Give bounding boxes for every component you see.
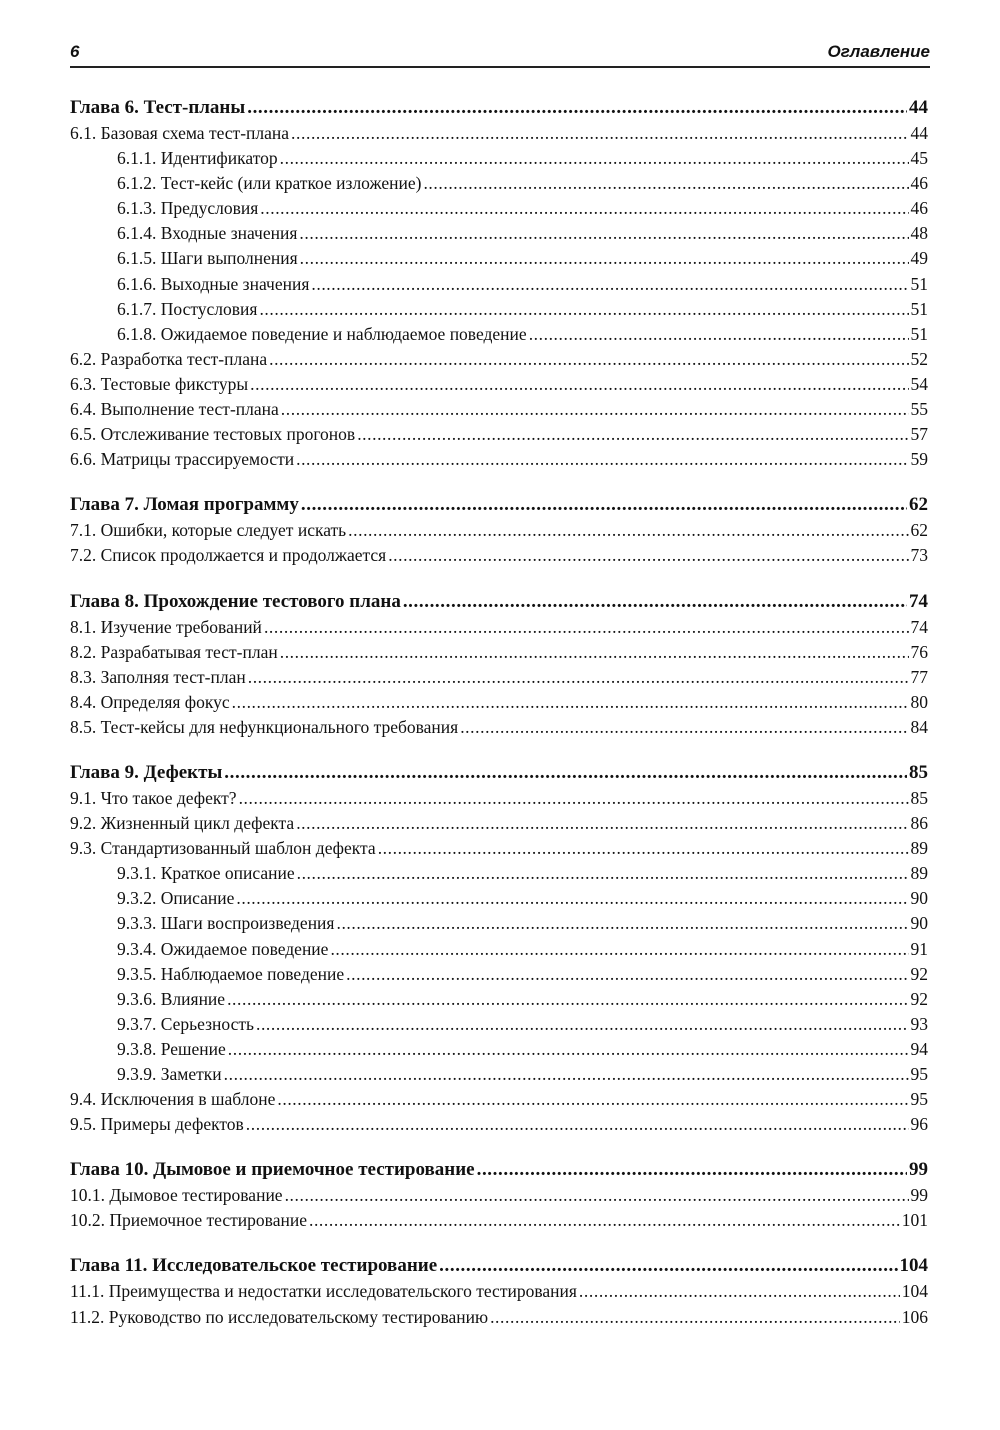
dot-leader — [264, 615, 909, 640]
dot-leader — [297, 861, 909, 886]
dot-leader — [224, 1062, 909, 1087]
toc-entry — [70, 272, 928, 297]
toc-entry-title: 6.5. Отслеживание тестовых прогонов — [70, 424, 356, 445]
toc-entry-title: 9.3.8. Решение — [117, 1038, 226, 1059]
toc-entry-page: 89 — [910, 838, 928, 859]
dot-leader — [330, 937, 908, 962]
toc-entry — [70, 836, 928, 861]
toc-entry-page: 84 — [910, 716, 928, 737]
toc-entry-page: 49 — [910, 248, 928, 269]
toc-entry-page: 54 — [910, 373, 928, 394]
toc-entry-page: 48 — [910, 223, 928, 244]
toc-entry-title: Глава 8. Прохождение тестового плана — [70, 590, 401, 612]
dot-leader — [309, 1208, 900, 1233]
toc-entry-title: 9.3.6. Влияние — [117, 988, 226, 1009]
dot-leader — [227, 987, 908, 1012]
toc-entry-title: 10.2. Приемочное тестирование — [70, 1210, 307, 1231]
toc-entry-title: 6.2. Разработка тест-плана — [70, 348, 268, 369]
toc-entry-title: 6.1.3. Предусловия — [117, 198, 259, 219]
toc-entry-page: 76 — [910, 641, 928, 662]
toc-entry-page: 96 — [910, 1114, 928, 1135]
toc-entry-page: 46 — [910, 198, 928, 219]
toc-entry-page: 52 — [910, 348, 928, 369]
toc-entry-title: 9.3.4. Ожидаемое поведение — [117, 938, 329, 959]
toc-entry-title: 6.1.5. Шаги выполнения — [117, 248, 298, 269]
toc-entry — [70, 447, 928, 472]
toc-entry — [70, 1183, 928, 1208]
dot-leader — [346, 962, 908, 987]
toc-entry — [70, 422, 928, 447]
dot-leader — [239, 786, 909, 811]
toc-entry-title: Глава 10. Дымовое и приемочное тестирование — [70, 1159, 475, 1181]
toc-entry-title: 8.1. Изучение требований — [70, 616, 262, 637]
toc-entry-title: 8.4. Определяя фокус — [70, 691, 230, 712]
dot-leader — [336, 911, 908, 936]
toc-chapter-entry — [70, 759, 928, 786]
toc-entry-title: Глава 9. Дефекты — [70, 761, 223, 783]
dot-leader — [269, 347, 908, 372]
toc-entry — [70, 811, 928, 836]
toc-entry-title: 6.1. Базовая схема тест-плана — [70, 123, 290, 143]
toc-entry-page: 62 — [909, 494, 928, 516]
dot-leader — [236, 886, 908, 911]
dot-leader — [357, 422, 908, 447]
running-title: Оглавление — [827, 42, 930, 61]
toc-entry-title: 8.3. Заполняя тест-план — [70, 666, 246, 687]
dot-leader — [299, 221, 908, 246]
toc-entry-page: 45 — [910, 148, 928, 169]
toc-entry — [70, 171, 928, 196]
toc-entry-title: 9.3. Стандартизованный шаблон дефекта — [70, 838, 376, 859]
dot-leader — [281, 397, 909, 422]
toc-entry — [70, 886, 928, 911]
dot-leader — [378, 836, 909, 861]
toc-entry-title: 9.2. Жизненный цикл дефекта — [70, 813, 295, 834]
toc-entry — [70, 196, 928, 221]
toc-entry-page: 73 — [910, 545, 928, 566]
dot-leader — [490, 1305, 900, 1330]
toc-entry-page: 99 — [909, 1159, 928, 1181]
dot-leader — [259, 297, 908, 322]
dot-leader — [477, 1156, 907, 1183]
toc-entry-page: 91 — [910, 938, 928, 959]
toc-entry — [70, 665, 928, 690]
toc-entry — [70, 1305, 928, 1330]
dot-leader — [296, 447, 908, 472]
toc-entry-title: 9.3.9. Заметки — [117, 1064, 222, 1084]
toc-entry — [70, 372, 928, 397]
toc-entry-title: 9.3.3. Шаги воспроизведения — [117, 913, 335, 934]
toc-entry-page: 44 — [909, 97, 928, 118]
toc-entry-page: 51 — [910, 273, 928, 294]
toc-entry-page: 99 — [910, 1185, 928, 1206]
toc-entry — [70, 615, 928, 640]
toc-entry — [70, 543, 928, 568]
toc-entry-title: Глава 7. Ломая программу — [70, 494, 299, 516]
toc-entry-page: 51 — [910, 323, 928, 344]
toc-entry-title: 6.1.7. Постусловия — [117, 298, 258, 319]
toc-entry — [70, 1037, 928, 1062]
toc-entry-page: 90 — [910, 888, 928, 909]
dot-leader — [250, 372, 908, 397]
dot-leader — [260, 196, 908, 221]
dot-leader — [280, 640, 909, 665]
running-header — [70, 42, 930, 66]
toc-entry-title: 11.2. Руководство по исследовательскому тестированию — [70, 1306, 489, 1327]
toc-entry-page: 95 — [910, 1064, 928, 1084]
toc-entry — [70, 121, 928, 146]
dot-leader — [300, 246, 909, 271]
toc-entry — [70, 861, 928, 886]
toc-entry — [70, 937, 928, 962]
toc-entry-page: 46 — [910, 173, 928, 194]
toc-entry-page: 80 — [910, 691, 928, 712]
toc-entry-page: 51 — [910, 298, 928, 319]
toc-entry-title: 6.3. Тестовые фикстуры — [70, 373, 249, 394]
toc-entry-title: 9.4. Исключения в шаблоне — [70, 1089, 276, 1110]
toc-entry-page: 85 — [909, 761, 928, 783]
dot-leader — [439, 1252, 897, 1279]
toc-entry-title: 7.2. Список продолжается и продолжается — [70, 545, 387, 566]
toc-entry-page: 92 — [910, 988, 928, 1009]
toc-entry-page: 74 — [909, 590, 928, 612]
toc-entry-page: 104 — [899, 1255, 928, 1277]
toc-entry-page: 89 — [910, 863, 928, 884]
toc-entry — [70, 1087, 928, 1112]
toc-entry — [70, 987, 928, 1012]
table-of-contents — [70, 94, 928, 1330]
toc-entry-title: 9.5. Примеры дефектов — [70, 1114, 244, 1135]
dot-leader — [232, 690, 909, 715]
toc-entry-page: 85 — [910, 787, 928, 808]
dot-leader — [248, 665, 909, 690]
dot-leader — [224, 759, 907, 786]
toc-entry-page: 101 — [901, 1210, 928, 1231]
toc-entry — [70, 715, 928, 740]
toc-entry-title: 6.1.8. Ожидаемое поведение и наблюдаемое поведение — [117, 323, 527, 344]
dot-leader — [388, 543, 908, 568]
toc-entry-title: 9.3.7. Серьезность — [117, 1013, 254, 1034]
toc-entry — [70, 146, 928, 171]
toc-entry — [70, 322, 928, 347]
dot-leader — [256, 1012, 909, 1037]
toc-entry — [70, 962, 928, 987]
toc-entry-title: 8.2. Разрабатывая тест-план — [70, 641, 278, 662]
toc-entry — [70, 347, 928, 372]
toc-entry-title: 9.1. Что такое дефект? — [70, 787, 237, 808]
toc-entry — [70, 221, 928, 246]
dot-leader — [246, 1112, 909, 1137]
toc-entry-page: 57 — [910, 424, 928, 445]
dot-leader — [529, 322, 909, 347]
toc-chapter-entry — [70, 1156, 928, 1183]
toc-entry-page: 90 — [910, 913, 928, 934]
toc-entry-page: 86 — [910, 813, 928, 834]
dot-leader — [579, 1279, 900, 1304]
toc-entry — [70, 518, 928, 543]
toc-entry-page: 95 — [910, 1089, 928, 1110]
toc-entry — [70, 640, 928, 665]
dot-leader — [296, 811, 908, 836]
toc-chapter-entry — [70, 491, 928, 518]
toc-entry-title: Глава 6. Тест-планы — [70, 97, 246, 118]
toc-entry-title: 8.5. Тест-кейсы для нефункционального требования — [70, 716, 459, 737]
toc-entry-page: 93 — [910, 1013, 928, 1034]
toc-entry-page: 62 — [910, 520, 928, 541]
dot-leader — [285, 1183, 909, 1208]
dot-leader — [460, 715, 908, 740]
toc-entry — [70, 1279, 928, 1304]
dot-leader — [403, 588, 907, 615]
toc-entry — [70, 1112, 928, 1137]
toc-entry-page: 74 — [910, 616, 928, 637]
toc-entry-title: 6.1.4. Входные значения — [117, 223, 298, 244]
toc-entry-title: 6.1.2. Тест-кейс (или краткое изложение) — [117, 173, 422, 194]
toc-entry — [70, 911, 928, 936]
toc-entry-title: 6.6. Матрицы трассируемости — [70, 449, 295, 470]
toc-entry — [70, 1062, 928, 1087]
toc-entry-title: Глава 11. Исследовательское тестирование — [70, 1255, 438, 1277]
toc-entry-page: 94 — [910, 1038, 928, 1059]
toc-entry — [70, 397, 928, 422]
toc-entry-page: 106 — [901, 1306, 928, 1327]
dot-leader — [277, 1087, 908, 1112]
toc-entry-page: 92 — [910, 963, 928, 984]
toc-chapter-entry — [70, 588, 928, 615]
dot-leader — [228, 1037, 909, 1062]
toc-entry-title: 9.3.1. Краткое описание — [117, 863, 295, 884]
dot-leader — [280, 146, 909, 171]
toc-entry-title: 6.1.6. Выходные значения — [117, 273, 310, 294]
dot-leader — [423, 171, 908, 196]
header-rule — [70, 66, 930, 68]
toc-entry — [70, 786, 928, 811]
dot-leader — [301, 491, 907, 518]
toc-entry-page: 59 — [910, 449, 928, 470]
toc-entry-page: 44 — [910, 123, 928, 143]
page-number: 6 — [70, 42, 80, 61]
dot-leader — [291, 121, 908, 146]
toc-entry — [70, 246, 928, 271]
dot-leader — [311, 272, 908, 297]
dot-leader — [247, 94, 907, 121]
toc-entry-title: 9.3.2. Описание — [117, 888, 235, 909]
toc-entry-page: 55 — [910, 399, 928, 420]
toc-entry-page: 104 — [901, 1281, 928, 1302]
toc-entry — [70, 1012, 928, 1037]
toc-entry-title: 9.3.5. Наблюдаемое поведение — [117, 963, 345, 984]
toc-entry-page: 77 — [910, 666, 928, 687]
toc-entry-title: 6.4. Выполнение тест-плана — [70, 399, 279, 420]
toc-entry — [70, 1208, 928, 1233]
toc-entry-title: 7.1. Ошибки, которые следует искать — [70, 520, 347, 541]
toc-entry-title: 11.1. Преимущества и недостатки исследовательского тестирования — [70, 1281, 577, 1302]
toc-chapter-entry — [70, 94, 928, 121]
toc-entry-title: 10.1. Дымовое тестирование — [70, 1185, 283, 1206]
toc-entry — [70, 690, 928, 715]
dot-leader — [348, 518, 908, 543]
toc-entry-title: 6.1.1. Идентификатор — [117, 148, 278, 169]
toc-entry — [70, 297, 928, 322]
toc-chapter-entry — [70, 1252, 928, 1279]
